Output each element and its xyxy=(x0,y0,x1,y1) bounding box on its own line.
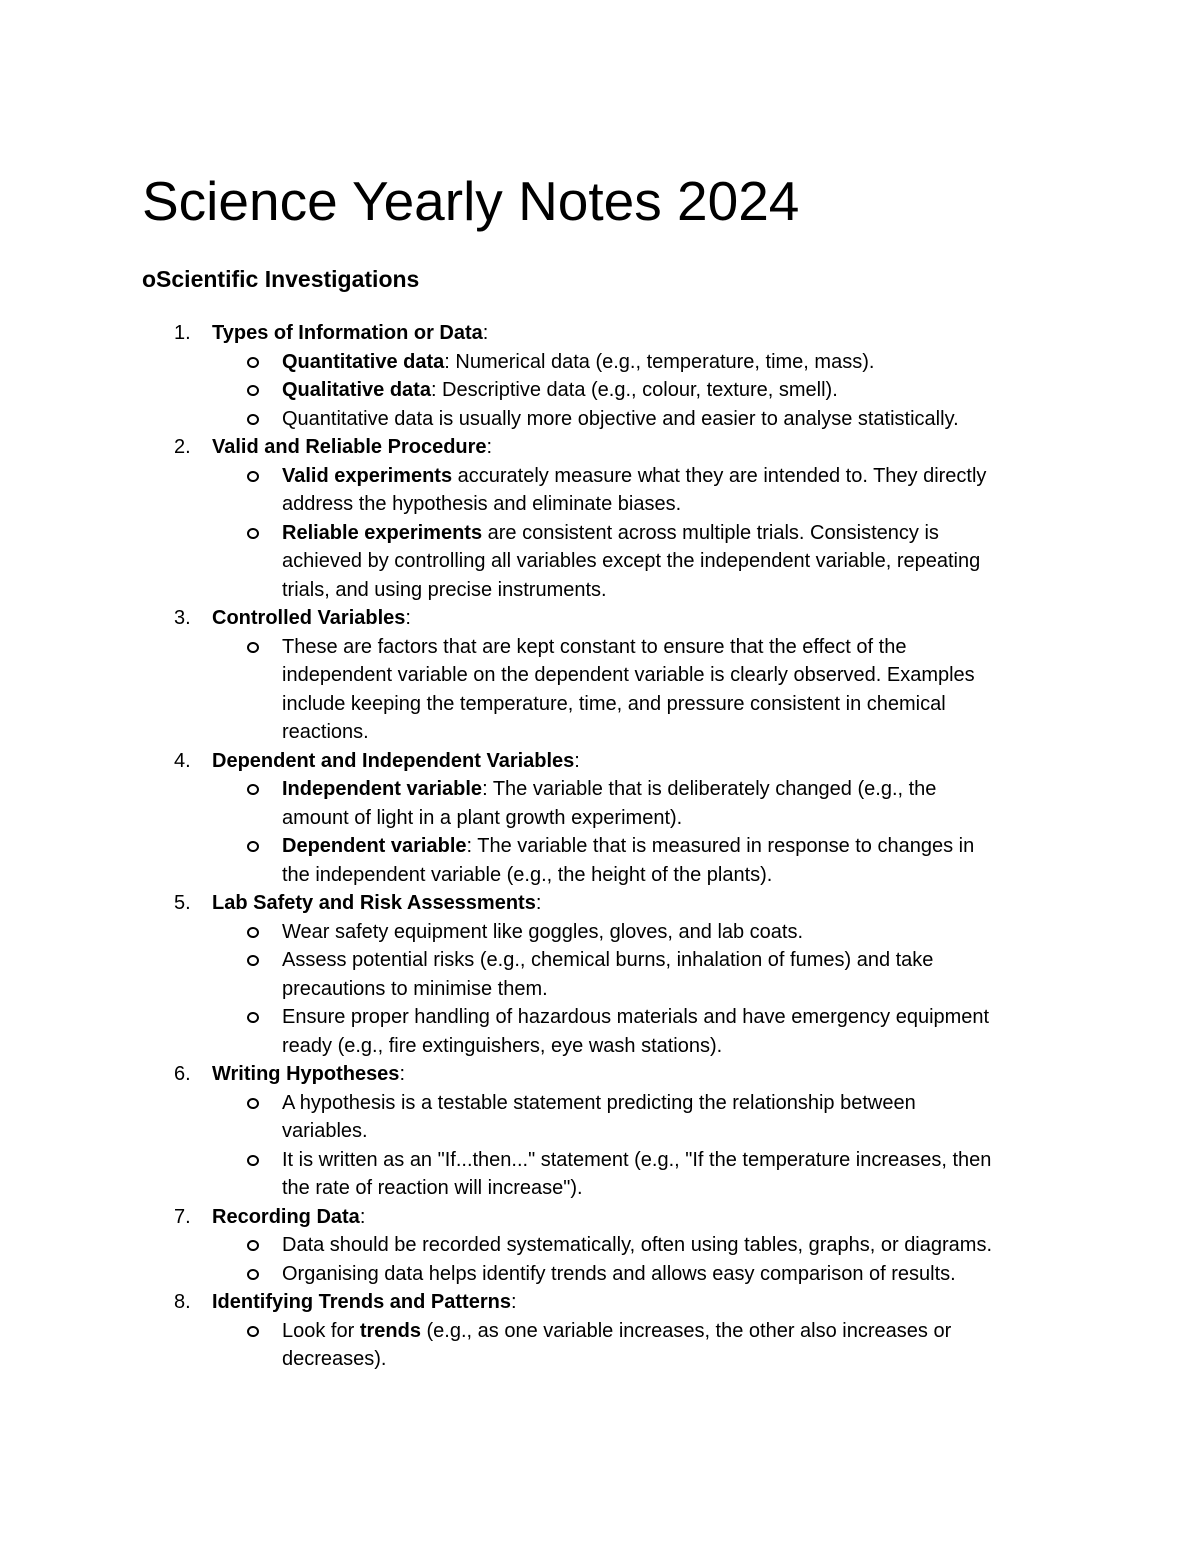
hollow-circle-bullet-icon xyxy=(247,1240,259,1251)
sub-item-term: Qualitative data xyxy=(282,379,431,401)
hollow-circle-bullet-icon xyxy=(247,955,259,966)
hollow-circle-bullet-icon xyxy=(247,1269,259,1280)
sub-list-item xyxy=(212,775,992,832)
hollow-circle-bullet-icon xyxy=(247,841,259,852)
sub-item-term: trends xyxy=(359,1319,421,1342)
sub-list xyxy=(212,1231,992,1288)
sub-item-text: : Descriptive data (e.g., colour, texture, smell). xyxy=(430,379,838,401)
sub-item-text: : The variable that is measured in response to changes in the independent variable (e.g., the height of the plants). xyxy=(282,835,975,886)
sub-list-item xyxy=(212,462,992,519)
section-heading: oScientific Investigations xyxy=(142,266,420,292)
list-item-title: Dependent and Independent Variables xyxy=(212,749,575,772)
sub-item-term: Quantitative data xyxy=(282,350,445,373)
hollow-circle-bullet-icon xyxy=(247,1326,259,1337)
sub-list-item xyxy=(212,405,992,434)
sub-list xyxy=(212,462,992,605)
sub-list-item xyxy=(212,1317,992,1374)
list-item-title-suffix: : xyxy=(510,1291,517,1313)
list-item-title-suffix: : xyxy=(399,1063,405,1085)
list-item xyxy=(0,747,1200,890)
list-item-title: Types of Information or Data xyxy=(212,322,483,344)
sub-list-item xyxy=(212,918,992,947)
list-item-title: Recording Data xyxy=(212,1205,360,1228)
list-item-number: 6. xyxy=(174,1063,191,1085)
sub-list-item xyxy=(212,1231,992,1260)
sub-item-text: Ensure proper handling of hazardous materials and have emergency equipment ready (e.g., fire extinguishers, eye wash stations). xyxy=(282,1006,990,1057)
sub-item-text: Wear safety equipment like goggles, gloves, and lab coats. xyxy=(282,920,804,943)
sub-item-text: Assess potential risks (e.g., chemical burns, inhalation of fumes) and take precautions to minimise them. xyxy=(282,949,934,1000)
list-item xyxy=(0,1203,1200,1289)
notes-list xyxy=(0,319,1200,1374)
list-item-number: 1. xyxy=(174,322,191,344)
list-item-number: 3. xyxy=(174,607,191,629)
hollow-circle-bullet-icon xyxy=(247,528,259,539)
sub-list-item xyxy=(212,633,992,747)
sub-list-item xyxy=(212,1260,992,1289)
sub-item-text: It is written as an "If...then..." statement (e.g., "If the temperature increases, then the rate of reaction will increase"). xyxy=(282,1148,992,1199)
list-item-title-suffix: : xyxy=(482,322,489,344)
hollow-circle-bullet-icon xyxy=(247,1098,259,1109)
sub-item-text: A hypothesis is a testable statement predicting the relationship between variables. xyxy=(282,1091,916,1142)
sub-list xyxy=(212,348,992,434)
hollow-circle-bullet-icon xyxy=(247,1012,259,1023)
list-item-title: Writing Hypotheses xyxy=(212,1063,400,1085)
hollow-circle-bullet-icon xyxy=(247,357,259,368)
document-title: Science Yearly Notes 2024 xyxy=(142,170,800,232)
hollow-circle-bullet-icon xyxy=(247,1155,259,1166)
sub-item-text: Look for xyxy=(282,1319,360,1342)
sub-list-item xyxy=(212,832,992,889)
sub-item-text: These are factors that are kept constant to ensure that the effect of the independent variable on the dependent variable is clearly observed. Examples include keeping the temperature, time, and pressure consistent in chemical reactions. xyxy=(282,635,975,743)
list-item xyxy=(0,319,1200,433)
list-item xyxy=(0,889,1200,1060)
list-item-title: Identifying Trends and Patterns xyxy=(212,1291,511,1313)
sub-item-term: Reliable experiments xyxy=(282,521,483,544)
list-item xyxy=(0,604,1200,747)
sub-list xyxy=(212,1317,992,1374)
sub-item-text: are consistent across multiple trials. Consistency is achieved by controlling all variables except the independent variable, repeating trials, and using precise instruments. xyxy=(282,521,981,601)
sub-item-text: (e.g., as one variable increases, the other also increases or decreases). xyxy=(282,1319,952,1370)
sub-list xyxy=(212,775,992,889)
sub-list-item xyxy=(212,1089,992,1146)
hollow-circle-bullet-icon xyxy=(247,642,259,653)
hollow-circle-bullet-icon xyxy=(247,784,259,795)
list-item-title-suffix: : xyxy=(535,892,542,914)
hollow-circle-bullet-icon xyxy=(247,385,259,396)
sub-list-item xyxy=(212,946,992,1003)
sub-item-term: Dependent variable xyxy=(282,835,467,857)
list-item-number: 4. xyxy=(174,749,191,772)
sub-item-term: Independent variable xyxy=(282,778,483,800)
list-item-number: 5. xyxy=(174,892,191,914)
list-item-title-suffix: : xyxy=(405,607,411,629)
list-item xyxy=(0,1060,1200,1203)
sub-item-term: Valid experiments xyxy=(282,464,453,487)
list-item xyxy=(0,433,1200,604)
list-item-title: Lab Safety and Risk Assessments xyxy=(212,892,536,914)
sub-item-text: accurately measure what they are intended to. They directly address the hypothesis and eliminate biases. xyxy=(282,464,987,515)
sub-item-text: : The variable that is deliberately changed (e.g., the amount of light in a plant growth experiment). xyxy=(282,778,937,829)
hollow-circle-bullet-icon xyxy=(247,927,259,938)
sub-list xyxy=(212,633,992,747)
sub-item-text: : Numerical data (e.g., temperature, time, mass). xyxy=(444,350,875,373)
sub-item-text: Data should be recorded systematically, often using tables, graphs, or diagrams. xyxy=(282,1234,992,1256)
list-item-title: Controlled Variables xyxy=(212,607,406,629)
list-item-number: 8. xyxy=(174,1291,191,1313)
hollow-circle-bullet-icon xyxy=(247,471,259,482)
list-item-title: Valid and Reliable Procedure xyxy=(212,436,487,458)
list-item xyxy=(0,1288,1200,1374)
sub-list-item xyxy=(212,348,992,377)
list-item-title-suffix: : xyxy=(574,749,580,772)
sub-list-item xyxy=(212,376,992,405)
list-item-number: 7. xyxy=(174,1205,191,1228)
sub-item-text: Quantitative data is usually more objective and easier to analyse statistically. xyxy=(282,407,959,430)
sub-item-text: Organising data helps identify trends and allows easy comparison of results. xyxy=(282,1262,956,1285)
sub-list-item xyxy=(212,1146,992,1203)
list-item-title-suffix: : xyxy=(486,436,493,458)
list-item-title-suffix: : xyxy=(359,1205,366,1228)
list-item-number: 2. xyxy=(174,436,191,458)
sub-list xyxy=(212,1089,992,1203)
sub-list-item xyxy=(212,1003,992,1060)
sub-list xyxy=(212,918,992,1061)
sub-list-item xyxy=(212,519,992,605)
hollow-circle-bullet-icon xyxy=(247,414,259,425)
